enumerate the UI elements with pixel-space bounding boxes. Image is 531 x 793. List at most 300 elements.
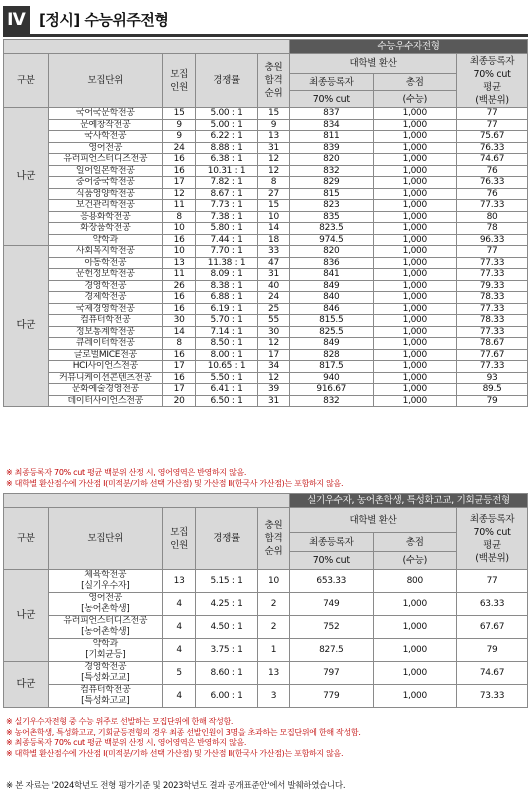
- total-cell: 1,000: [373, 315, 457, 327]
- cut-cell: 974.5: [290, 234, 374, 246]
- total-cell: 1,000: [373, 395, 457, 407]
- quota-cell: 16: [163, 154, 196, 166]
- rank-cell: 14: [257, 223, 289, 235]
- competition-cell: 10.31 : 1: [196, 165, 258, 177]
- quota-cell: 4: [162, 593, 195, 616]
- total-cell: 1,000: [373, 303, 457, 315]
- table1-notes: [6, 468, 343, 489]
- total-cell: 1,000: [373, 326, 457, 338]
- unit-cell: 일어일본학전공: [48, 165, 162, 177]
- percentile-cell: 77.33: [457, 257, 528, 269]
- quota-cell: 26: [163, 280, 196, 292]
- col-conversion: 대학별 환산: [290, 508, 457, 533]
- percentile-cell: 77.33: [457, 200, 528, 212]
- unit-cell: 경영학전공 [특성화고교]: [48, 662, 162, 685]
- header-blank: [4, 494, 290, 508]
- unit-cell: 유러피언스터디즈전공 [농어촌학생]: [48, 616, 162, 639]
- cut-cell: 825.5: [290, 326, 374, 338]
- col-group: 구분: [4, 54, 49, 108]
- unit-cell: 글로벌MICE전공: [48, 349, 162, 361]
- header-blank: [4, 40, 290, 54]
- competition-cell: 6.00 : 1: [196, 685, 258, 708]
- table-row: [4, 131, 528, 143]
- rank-cell: 31: [257, 395, 289, 407]
- total-cell: 1,000: [373, 292, 457, 304]
- section-title: [정시] 수능위주전형: [39, 11, 169, 29]
- cut-cell: 653.33: [290, 570, 374, 593]
- col-total-sub: (수능): [373, 552, 457, 570]
- cut-cell: 817.5: [290, 361, 374, 373]
- quota-cell: 30: [163, 315, 196, 327]
- rank-cell: 39: [257, 384, 289, 396]
- unit-cell: 문예창작전공: [48, 119, 162, 131]
- percentile-cell: 77: [457, 108, 528, 120]
- total-cell: 1,000: [373, 200, 457, 212]
- cut-cell: 832: [290, 165, 374, 177]
- unit-cell: 영어전공: [48, 142, 162, 154]
- total-cell: 1,000: [373, 154, 457, 166]
- rank-cell: 31: [257, 269, 289, 281]
- total-cell: 1,000: [373, 616, 457, 639]
- competition-cell: 5.80 : 1: [196, 223, 258, 235]
- total-cell: 1,000: [373, 372, 457, 384]
- note-line: ※ 대학별 환산점수에 가산점 Ⅰ(미적분/기하 선택 가산점) 및 가산점 Ⅱ(한국사 가산점)는 포함하지 않음.: [6, 478, 344, 488]
- table-row: [4, 395, 528, 407]
- cut-cell: 849: [290, 338, 374, 350]
- unit-cell: 중어중국학전공: [48, 177, 162, 189]
- percentile-cell: 73.33: [457, 685, 528, 708]
- rank-cell: 2: [257, 593, 289, 616]
- unit-cell: 문화예술경영전공: [48, 384, 162, 396]
- unit-cell: 국제경영학전공: [48, 303, 162, 315]
- competition-cell: 3.75 : 1: [196, 639, 258, 662]
- total-cell: 1,000: [373, 361, 457, 373]
- total-cell: 1,000: [373, 662, 457, 685]
- total-cell: 1,000: [373, 246, 457, 258]
- percentile-cell: 76: [457, 165, 528, 177]
- competition-cell: 6.38 : 1: [196, 154, 258, 166]
- cut-cell: 823.5: [290, 223, 374, 235]
- cut-cell: 811: [290, 131, 374, 143]
- percentile-cell: 78.67: [457, 338, 528, 350]
- percentile-cell: 76.33: [457, 177, 528, 189]
- rank-cell: 33: [257, 246, 289, 258]
- quota-cell: 4: [162, 639, 195, 662]
- percentile-cell: 63.33: [457, 593, 528, 616]
- competition-cell: 8.67 : 1: [196, 188, 258, 200]
- quota-cell: 8: [163, 338, 196, 350]
- col-waitlist: 충원 합격 순위: [257, 508, 289, 570]
- unit-cell: 컴퓨터학전공 [특성화고교]: [48, 685, 162, 708]
- competition-cell: 6.88 : 1: [196, 292, 258, 304]
- unit-cell: 데이터사이언스전공: [48, 395, 162, 407]
- competition-cell: 7.73 : 1: [196, 200, 258, 212]
- rank-cell: 12: [257, 338, 289, 350]
- table-row: [4, 200, 528, 212]
- susi-excellence-table: [3, 39, 528, 407]
- total-cell: 1,000: [373, 165, 457, 177]
- cut-cell: 832: [290, 395, 374, 407]
- group-cell: 나군: [4, 108, 49, 246]
- cut-cell: 841: [290, 269, 374, 281]
- table-row: [4, 326, 528, 338]
- competition-cell: 8.00 : 1: [196, 349, 258, 361]
- unit-cell: 경제학전공: [48, 292, 162, 304]
- unit-cell: 문헌정보학전공: [48, 269, 162, 281]
- quota-cell: 15: [163, 108, 196, 120]
- table-row: [4, 384, 528, 396]
- quota-cell: 11: [163, 200, 196, 212]
- percentile-cell: 80: [457, 211, 528, 223]
- col-total: 총점: [373, 533, 457, 552]
- total-cell: 1,000: [373, 685, 457, 708]
- competition-cell: 8.09 : 1: [196, 269, 258, 281]
- table-row: [4, 292, 528, 304]
- cut-cell: 823: [290, 200, 374, 212]
- table-row: [4, 315, 528, 327]
- col-final-cut-sub: 70% cut: [290, 552, 374, 570]
- unit-cell: 약학과 [기회균등]: [48, 639, 162, 662]
- col-final-cut: 최종등록자: [290, 533, 374, 552]
- percentile-cell: 78.33: [457, 315, 528, 327]
- quota-cell: 9: [163, 119, 196, 131]
- total-cell: 1,000: [373, 188, 457, 200]
- note-line: ※ 최종등록자 70% cut 평균 백분위 산정 시, 영어영역은 반영하지 않음.: [6, 738, 247, 748]
- rank-cell: 25: [257, 303, 289, 315]
- cut-cell: 940: [290, 372, 374, 384]
- total-cell: 1,000: [373, 639, 457, 662]
- special-admission-table: [3, 493, 528, 708]
- competition-cell: 7.44 : 1: [196, 234, 258, 246]
- percentile-cell: 77.33: [457, 361, 528, 373]
- cut-cell: 836: [290, 257, 374, 269]
- unit-cell: 영어전공 [농어촌학생]: [48, 593, 162, 616]
- rank-cell: 3: [257, 685, 289, 708]
- table-row: [4, 234, 528, 246]
- table-row: [4, 593, 528, 616]
- table-row: [4, 616, 528, 639]
- source-note: ※ 본 자료는 '2024학년도 전형 평가기준 및 2023학년도 결과 공개표준안'에서 발췌하였습니다.: [6, 781, 346, 791]
- percentile-cell: 76.33: [457, 142, 528, 154]
- col-total: 총점: [373, 74, 457, 91]
- quota-cell: 16: [163, 372, 196, 384]
- note-line: ※ 실기우수자전형 중 수능 위주로 선발하는 모집단위에 한해 작성함.: [6, 717, 234, 726]
- quota-cell: 10: [163, 246, 196, 258]
- unit-cell: 경영학전공: [48, 280, 162, 292]
- competition-cell: 8.88 : 1: [196, 142, 258, 154]
- rank-cell: 15: [257, 200, 289, 212]
- rank-cell: 47: [257, 257, 289, 269]
- total-cell: 1,000: [373, 269, 457, 281]
- quota-cell: 16: [163, 349, 196, 361]
- rank-cell: 8: [257, 177, 289, 189]
- table-row: [4, 119, 528, 131]
- table-row: [4, 639, 528, 662]
- cut-cell: 827.5: [290, 639, 374, 662]
- rank-cell: 40: [257, 280, 289, 292]
- competition-cell: 4.25 : 1: [196, 593, 258, 616]
- cut-cell: 829: [290, 177, 374, 189]
- total-cell: 1,000: [373, 223, 457, 235]
- quota-cell: 16: [163, 292, 196, 304]
- rank-cell: 1: [257, 639, 289, 662]
- quota-cell: 16: [163, 303, 196, 315]
- table-title: 수능우수자전형: [290, 40, 528, 54]
- unit-cell: 보건관리학전공: [48, 200, 162, 212]
- total-cell: 1,000: [373, 177, 457, 189]
- rank-cell: 13: [257, 131, 289, 143]
- col-total-sub: (수능): [373, 91, 457, 108]
- total-cell: 1,000: [373, 234, 457, 246]
- quota-cell: 16: [163, 234, 196, 246]
- quota-cell: 17: [163, 177, 196, 189]
- col-quota: 모집 인원: [162, 508, 195, 570]
- cut-cell: 779: [290, 685, 374, 708]
- rank-cell: 17: [257, 349, 289, 361]
- cut-cell: 752: [290, 616, 374, 639]
- competition-cell: 5.00 : 1: [196, 119, 258, 131]
- percentile-cell: 77.33: [457, 269, 528, 281]
- quota-cell: 24: [163, 142, 196, 154]
- unit-cell: 사회복지학전공: [48, 246, 162, 258]
- percentile-cell: 74.67: [457, 662, 528, 685]
- percentile-cell: 96.33: [457, 234, 528, 246]
- section-header: [3, 6, 528, 37]
- table-row: [4, 257, 528, 269]
- cut-cell: 837: [290, 108, 374, 120]
- table-row: [4, 349, 528, 361]
- rank-cell: 15: [257, 108, 289, 120]
- unit-cell: 컴퓨터학전공: [48, 315, 162, 327]
- percentile-cell: 79: [457, 639, 528, 662]
- competition-cell: 5.50 : 1: [196, 372, 258, 384]
- col-grade: 최종등록자 70% cut 평균 (백분위): [457, 508, 528, 570]
- competition-cell: 4.50 : 1: [196, 616, 258, 639]
- table-row: [4, 177, 528, 189]
- total-cell: 1,000: [373, 338, 457, 350]
- total-cell: 1,000: [373, 108, 457, 120]
- rank-cell: 31: [257, 142, 289, 154]
- rank-cell: 12: [257, 165, 289, 177]
- total-cell: 1,000: [373, 142, 457, 154]
- total-cell: 1,000: [373, 257, 457, 269]
- cut-cell: 815.5: [290, 315, 374, 327]
- table-row: [4, 246, 528, 258]
- percentile-cell: 79.33: [457, 280, 528, 292]
- total-cell: 1,000: [373, 211, 457, 223]
- cut-cell: 846: [290, 303, 374, 315]
- table-row: [4, 211, 528, 223]
- col-unit: 모집단위: [48, 508, 162, 570]
- group-cell: 다군: [4, 662, 49, 708]
- table-row: [4, 361, 528, 373]
- percentile-cell: 76: [457, 188, 528, 200]
- quota-cell: 13: [163, 257, 196, 269]
- quota-cell: 14: [163, 326, 196, 338]
- table-title: 실기우수자, 농어촌학생, 특성화고교, 기회균등전형: [290, 494, 528, 508]
- quota-cell: 16: [163, 165, 196, 177]
- quota-cell: 20: [163, 395, 196, 407]
- competition-cell: 8.50 : 1: [196, 338, 258, 350]
- percentile-cell: 77.33: [457, 303, 528, 315]
- competition-cell: 10.65 : 1: [196, 361, 258, 373]
- competition-cell: 5.70 : 1: [196, 315, 258, 327]
- table-row: [4, 223, 528, 235]
- total-cell: 1,000: [373, 349, 457, 361]
- percentile-cell: 77: [457, 119, 528, 131]
- cut-cell: 749: [290, 593, 374, 616]
- competition-cell: 7.14 : 1: [196, 326, 258, 338]
- table-row: [4, 154, 528, 166]
- cut-cell: 828: [290, 349, 374, 361]
- competition-cell: 5.00 : 1: [196, 108, 258, 120]
- section-number: Ⅳ: [3, 6, 30, 34]
- table-row: [4, 280, 528, 292]
- unit-cell: 약학과: [48, 234, 162, 246]
- col-competition: 경쟁률: [196, 508, 258, 570]
- quota-cell: 9: [163, 131, 196, 143]
- rank-cell: 18: [257, 234, 289, 246]
- unit-cell: 응용화학전공: [48, 211, 162, 223]
- competition-cell: 6.41 : 1: [196, 384, 258, 396]
- note-line: ※ 대학별 환산점수에 가산점 Ⅰ(미적분/기하 선택 가산점) 및 가산점 Ⅱ(한국사 가산점)는 포함하지 않음.: [6, 749, 344, 759]
- quota-cell: 4: [162, 685, 195, 708]
- rank-cell: 10: [257, 211, 289, 223]
- competition-cell: 8.38 : 1: [196, 280, 258, 292]
- cut-cell: 835: [290, 211, 374, 223]
- competition-cell: 5.15 : 1: [196, 570, 258, 593]
- quota-cell: 13: [162, 570, 195, 593]
- unit-cell: 유러피언스터디즈전공: [48, 154, 162, 166]
- col-group: 구분: [4, 508, 49, 570]
- note-line: ※ 최종등록자 70% cut 평균 백분위 산정 시, 영어영역은 반영하지 않음.: [6, 468, 247, 477]
- col-final-cut: 최종등록자: [290, 74, 374, 91]
- rank-cell: 10: [257, 570, 289, 593]
- table-row: [4, 165, 528, 177]
- unit-cell: 커뮤니케이션콘텐츠전공: [48, 372, 162, 384]
- percentile-cell: 77: [457, 246, 528, 258]
- group-cell: 다군: [4, 246, 49, 407]
- table-row: [4, 108, 528, 120]
- competition-cell: 6.50 : 1: [196, 395, 258, 407]
- percentile-cell: 93: [457, 372, 528, 384]
- col-competition: 경쟁률: [196, 54, 258, 108]
- unit-cell: 아동학전공: [48, 257, 162, 269]
- col-waitlist: 충원 합격 순위: [257, 54, 289, 108]
- competition-cell: 6.22 : 1: [196, 131, 258, 143]
- cut-cell: 820: [290, 246, 374, 258]
- table-row: [4, 662, 528, 685]
- competition-cell: 11.38 : 1: [196, 257, 258, 269]
- unit-cell: 국어국문학전공: [48, 108, 162, 120]
- competition-cell: 8.60 : 1: [196, 662, 258, 685]
- percentile-cell: 77: [457, 570, 528, 593]
- rank-cell: 55: [257, 315, 289, 327]
- table-row: [4, 188, 528, 200]
- cut-cell: 849: [290, 280, 374, 292]
- rank-cell: 27: [257, 188, 289, 200]
- percentile-cell: 78: [457, 223, 528, 235]
- rank-cell: 12: [257, 372, 289, 384]
- competition-cell: 6.19 : 1: [196, 303, 258, 315]
- rank-cell: 13: [257, 662, 289, 685]
- rank-cell: 34: [257, 361, 289, 373]
- rank-cell: 30: [257, 326, 289, 338]
- total-cell: 1,000: [373, 131, 457, 143]
- unit-cell: 체육학전공 [실기우수자]: [48, 570, 162, 593]
- cut-cell: 840: [290, 292, 374, 304]
- unit-cell: 국사학전공: [48, 131, 162, 143]
- quota-cell: 11: [163, 269, 196, 281]
- unit-cell: 식품영양학전공: [48, 188, 162, 200]
- note-line: ※ 농어촌학생, 특성화고교, 기회균등전형의 경우 최종 선발인원이 3명을 초과하는 모집단위에 한해 작성함.: [6, 727, 361, 737]
- competition-cell: 7.70 : 1: [196, 246, 258, 258]
- col-final-cut-sub: 70% cut: [290, 91, 374, 108]
- col-conversion: 대학별 환산: [290, 54, 457, 74]
- percentile-cell: 77.67: [457, 349, 528, 361]
- cut-cell: 815: [290, 188, 374, 200]
- table-row: [4, 570, 528, 593]
- table-row: [4, 685, 528, 708]
- percentile-cell: 89.5: [457, 384, 528, 396]
- table-row: [4, 372, 528, 384]
- total-cell: 1,000: [373, 280, 457, 292]
- quota-cell: 5: [162, 662, 195, 685]
- rank-cell: 2: [257, 616, 289, 639]
- unit-cell: HCI사이언스전공: [48, 361, 162, 373]
- percentile-cell: 77.33: [457, 326, 528, 338]
- cut-cell: 916.67: [290, 384, 374, 396]
- cut-cell: 834: [290, 119, 374, 131]
- quota-cell: 10: [163, 223, 196, 235]
- percentile-cell: 79: [457, 395, 528, 407]
- cut-cell: 839: [290, 142, 374, 154]
- total-cell: 1,000: [373, 119, 457, 131]
- quota-cell: 8: [163, 211, 196, 223]
- total-cell: 1,000: [373, 593, 457, 616]
- quota-cell: 4: [162, 616, 195, 639]
- table-row: [4, 142, 528, 154]
- percentile-cell: 67.67: [457, 616, 528, 639]
- table-row: [4, 338, 528, 350]
- col-grade: 최종등록자 70% cut 평균 (백분위): [457, 54, 528, 108]
- rank-cell: 24: [257, 292, 289, 304]
- col-quota: 모집 인원: [163, 54, 196, 108]
- cut-cell: 820: [290, 154, 374, 166]
- percentile-cell: 74.67: [457, 154, 528, 166]
- competition-cell: 7.82 : 1: [196, 177, 258, 189]
- quota-cell: 12: [163, 188, 196, 200]
- competition-cell: 7.38 : 1: [196, 211, 258, 223]
- unit-cell: 큐레이터학전공: [48, 338, 162, 350]
- percentile-cell: 78.33: [457, 292, 528, 304]
- table-row: [4, 269, 528, 281]
- unit-cell: 정보통계학전공: [48, 326, 162, 338]
- total-cell: 800: [373, 570, 457, 593]
- group-cell: 나군: [4, 570, 49, 662]
- rank-cell: 9: [257, 119, 289, 131]
- quota-cell: 17: [163, 384, 196, 396]
- percentile-cell: 75.67: [457, 131, 528, 143]
- quota-cell: 17: [163, 361, 196, 373]
- table-row: [4, 303, 528, 315]
- rank-cell: 12: [257, 154, 289, 166]
- col-unit: 모집단위: [48, 54, 162, 108]
- cut-cell: 797: [290, 662, 374, 685]
- table2-notes: [6, 717, 361, 760]
- unit-cell: 화장품학전공: [48, 223, 162, 235]
- total-cell: 1,000: [373, 384, 457, 396]
